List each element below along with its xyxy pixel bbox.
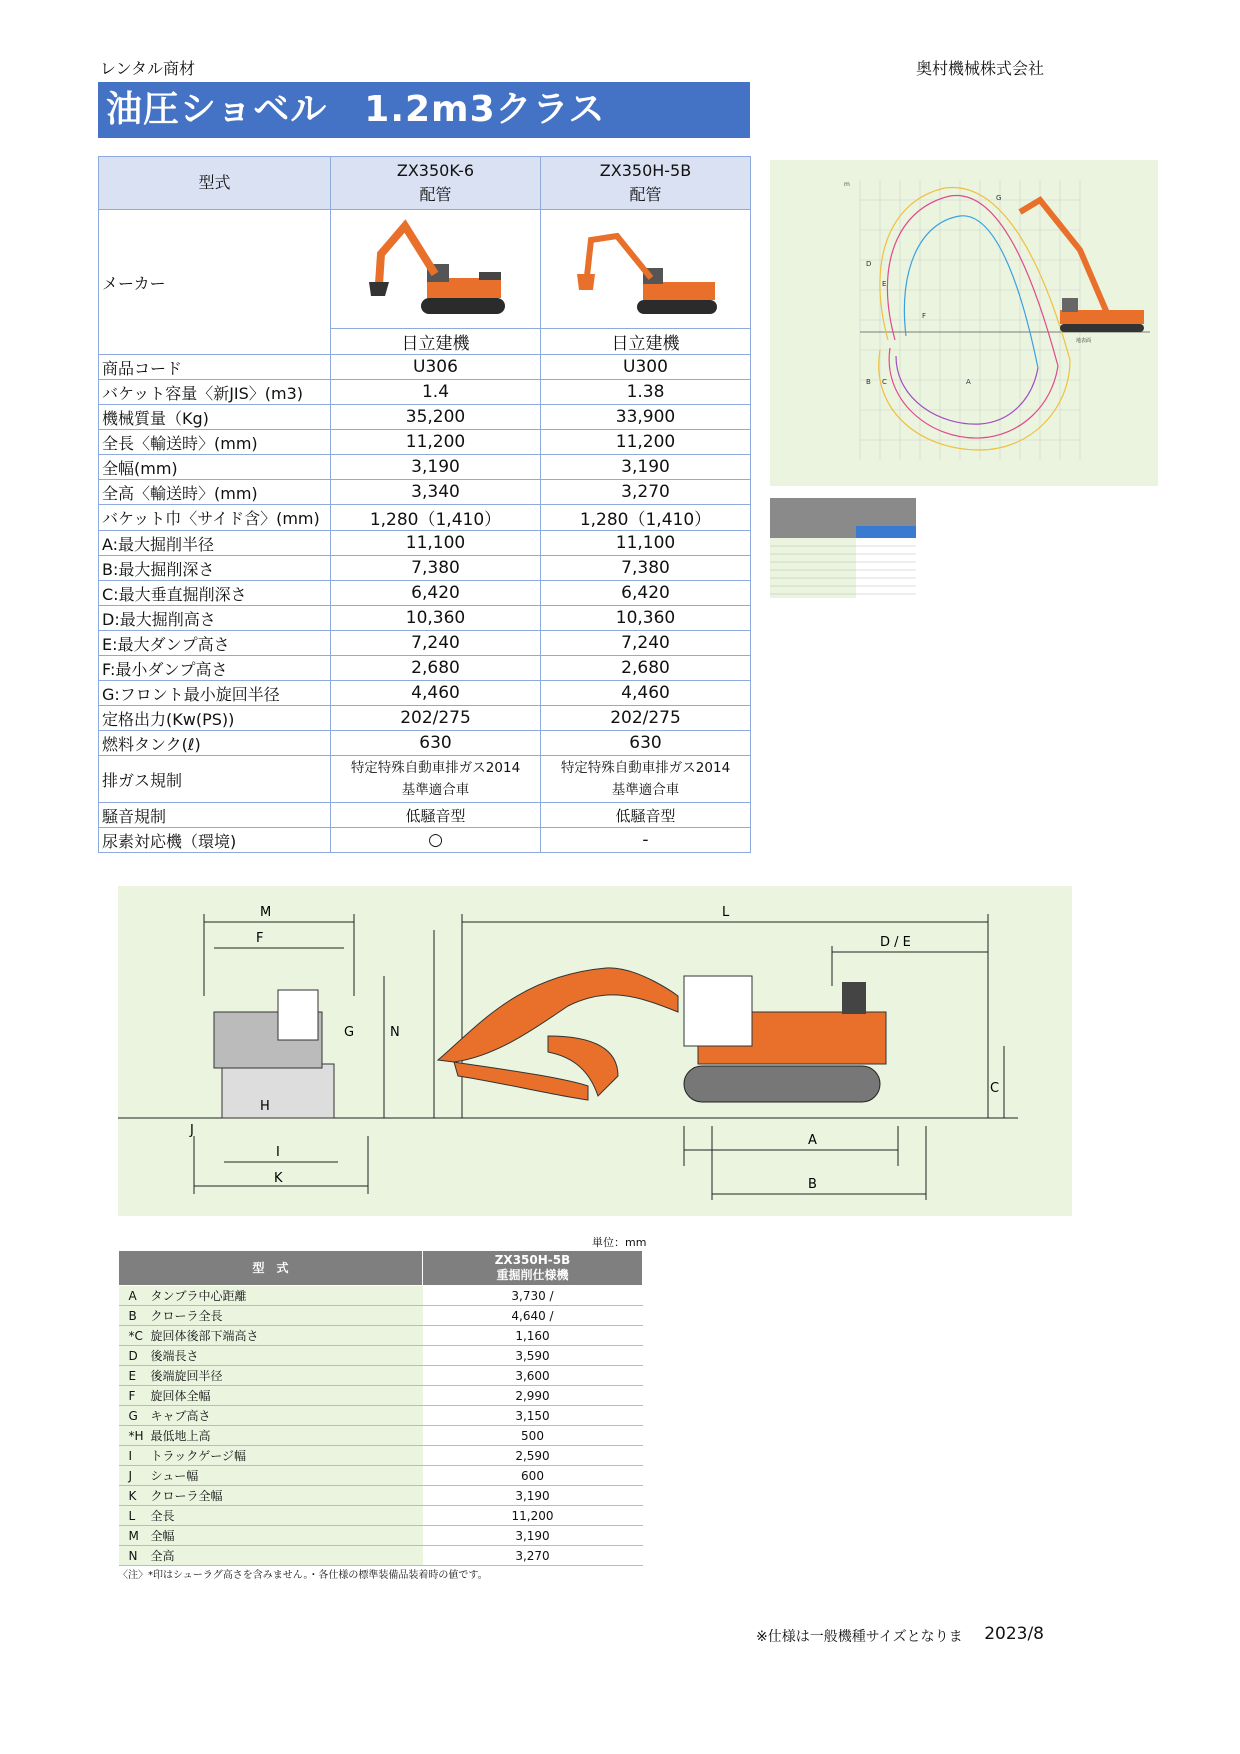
unit-label: 単位：mm (592, 1236, 647, 1249)
noise-label: 騒音規制 (99, 803, 331, 828)
label-i: I (276, 1145, 280, 1160)
row-label: B:最大掘削深さ (99, 556, 331, 581)
dim-key: N (128, 1549, 138, 1563)
table-note: 〈注〉*印はシューラグ高さを含みません。・各仕様の標準装備品装着時の値です。 (118, 1570, 488, 1581)
table-row (119, 1446, 643, 1466)
row-value-1: 7,380 (331, 556, 541, 581)
spec-row (99, 505, 751, 531)
row-value-1: 3,340 (331, 480, 541, 505)
row-label: G:フロント最小旋回半径 (99, 681, 331, 706)
footer-note: ※仕様は一般機種サイズとなりま (756, 1629, 963, 1645)
emission-label: 排ガス規制 (99, 756, 331, 803)
row-value-2: 630 (541, 731, 751, 756)
model-1-photo (331, 210, 541, 329)
emission-value-2 (541, 756, 751, 803)
model-1 (331, 157, 541, 210)
mini-table-svg (770, 498, 916, 602)
label-g: G (344, 1025, 355, 1040)
dim-label (119, 1326, 423, 1346)
row-value-1: 10,360 (331, 606, 541, 631)
row-value-1: 4,460 (331, 681, 541, 706)
label-de: D / E (880, 935, 911, 950)
row-value-2: 6,420 (541, 581, 751, 606)
dim-label (119, 1346, 423, 1366)
urea-label: 尿素対応機（環境) (99, 828, 331, 853)
spec-row (99, 681, 751, 706)
dim-label (119, 1386, 423, 1406)
ground-label: 地表面 (1076, 338, 1092, 344)
dim-value: 3,270 (423, 1546, 643, 1566)
dim-key: B (128, 1309, 137, 1323)
dim-key: A (128, 1289, 137, 1303)
excavator-photo-2 (571, 214, 721, 324)
model-2-maker: 日立建機 (541, 329, 751, 355)
spec-row (99, 480, 751, 505)
dim-key: I (128, 1449, 133, 1463)
urea-value-1: ○ (331, 828, 541, 853)
row-label: C:最大垂直掘削深さ (99, 581, 331, 606)
dim-value: 3,590 (423, 1346, 643, 1366)
noise-row (99, 803, 751, 828)
dim-head-model-sub: 重掘削仕様機 (496, 1268, 569, 1282)
model-1-sub: 配管 (419, 185, 452, 204)
row-value-2: 3,190 (541, 455, 751, 480)
dim-label (119, 1486, 423, 1506)
row-value-1: 3,190 (331, 455, 541, 480)
row-label: 機械質量（Kg) (99, 405, 331, 430)
row-value-2: 33,900 (541, 405, 751, 430)
dim-value: 3,730 / (423, 1286, 643, 1306)
row-label: E:最大ダンプ高さ (99, 631, 331, 656)
dim-value: 3,600 (423, 1366, 643, 1386)
dim-key: *H (128, 1429, 144, 1443)
label-a: A (808, 1133, 817, 1148)
spec-row (99, 430, 751, 455)
row-value-2: 2,680 (541, 656, 751, 681)
row-value-1: 2,680 (331, 656, 541, 681)
dim-key: F (128, 1389, 136, 1403)
letter-g: G (996, 194, 1002, 202)
dim-label (119, 1306, 423, 1326)
letter-d: D (866, 260, 872, 268)
label-j: J (190, 1123, 194, 1138)
row-label: 定格出力(Kw(PS)) (99, 706, 331, 731)
spec-row (99, 455, 751, 480)
row-value-1: 1.4 (331, 380, 541, 405)
dim-name: クローラ全長 (150, 1309, 223, 1323)
label-b: B (808, 1177, 817, 1192)
dim-name: 旋回体全幅 (150, 1389, 211, 1403)
emission-text: 基準適合車 (401, 782, 470, 798)
urea-row (99, 828, 751, 853)
spec-row (99, 355, 751, 380)
table-row (119, 1486, 643, 1506)
row-value-2: 11,200 (541, 430, 751, 455)
row-value-2: 7,240 (541, 631, 751, 656)
dim-label (119, 1286, 423, 1306)
spec-row (99, 581, 751, 606)
spec-row (99, 731, 751, 756)
work-range-diagram (770, 160, 1158, 486)
table-row (119, 1366, 643, 1386)
dimension-drawing-svg (118, 886, 1072, 1216)
dim-name: 後端長さ (150, 1349, 199, 1363)
label-k: K (274, 1171, 283, 1186)
dim-key: K (128, 1489, 137, 1503)
model-2-name: ZX350H-5B (599, 161, 692, 180)
label-f: F (256, 931, 264, 946)
label-m: M (260, 905, 272, 920)
spec-row (99, 656, 751, 681)
dim-name: クローラ全幅 (150, 1489, 223, 1503)
row-label: 全長〈輸送時〉(mm) (99, 430, 331, 455)
model-1-name: ZX350K-6 (396, 161, 475, 180)
dim-label (119, 1366, 423, 1386)
dim-key: G (128, 1409, 138, 1423)
row-value-2: 4,460 (541, 681, 751, 706)
table-row (119, 1286, 643, 1306)
row-value-1: 630 (331, 731, 541, 756)
table-row (119, 1326, 643, 1346)
row-label: 商品コード (99, 355, 331, 380)
row-value-1: 1,280（1,410） (331, 505, 541, 531)
page-title: 油圧ショベル 1.2m3クラス (98, 82, 750, 138)
mini-spec-thumbnail (770, 498, 916, 602)
table-row (119, 1346, 643, 1366)
footer-date: 2023/8 (984, 1624, 1044, 1644)
row-label: バケット巾〈サイド含〉(mm) (99, 505, 331, 531)
dim-name: タンブラ中心距離 (150, 1289, 247, 1303)
dim-name: 全高 (150, 1549, 175, 1563)
dim-value: 3,150 (423, 1406, 643, 1426)
model-2-photo (541, 210, 751, 329)
dim-value: 1,160 (423, 1326, 643, 1346)
row-label: バケット容量〈新JIS〉(m3) (99, 380, 331, 405)
emission-value-1 (331, 756, 541, 803)
dim-value: 3,190 (423, 1526, 643, 1546)
table-row (119, 1406, 643, 1426)
dim-key: D (128, 1349, 138, 1363)
model-2-sub: 配管 (629, 185, 662, 204)
spec-row (99, 606, 751, 631)
row-label: 全幅(mm) (99, 455, 331, 480)
label-l: L (722, 905, 730, 920)
spec-row (99, 531, 751, 556)
row-value-2: 202/275 (541, 706, 751, 731)
table-row (119, 1506, 643, 1526)
dim-name: 全幅 (150, 1529, 175, 1543)
dim-key: M (128, 1529, 139, 1543)
dim-name: キャブ高さ (150, 1409, 211, 1423)
row-value-2: 10,360 (541, 606, 751, 631)
urea-value-2: - (541, 828, 751, 853)
row-value-1: 202/275 (331, 706, 541, 731)
label-h: H (260, 1099, 270, 1114)
label-n: N (390, 1025, 400, 1040)
emission-text: 特定特殊自動車排ガス2014 (350, 760, 521, 776)
row-value-2: 7,380 (541, 556, 751, 581)
row-label: D:最大掘削高さ (99, 606, 331, 631)
company-name: 奥村機械株式会社 (915, 59, 1044, 78)
model-2 (541, 157, 751, 210)
dim-name: 旋回体後部下端高さ (150, 1329, 259, 1343)
dim-value: 11,200 (423, 1506, 643, 1526)
noise-value-2: 低騒音型 (541, 803, 751, 828)
dim-label (119, 1526, 423, 1546)
row-value-2: U300 (541, 355, 751, 380)
model-label: 型式 (99, 157, 331, 210)
letter-b: B (866, 378, 871, 386)
dimension-drawing (118, 886, 1072, 1216)
letter-f: F (922, 312, 927, 320)
dim-name: 後端旋回半径 (150, 1369, 223, 1383)
spec-row (99, 631, 751, 656)
emission-text: 特定特殊自動車排ガス2014 (560, 760, 731, 776)
letter-c: C (882, 378, 887, 386)
spec-row (99, 405, 751, 430)
maker-label: メーカー (99, 210, 331, 355)
spec-row (99, 380, 751, 405)
label-c: C (990, 1081, 1000, 1096)
table-row (119, 1426, 643, 1446)
row-label: A:最大掘削半径 (99, 531, 331, 556)
row-value-1: 7,240 (331, 631, 541, 656)
row-value-2: 3,270 (541, 480, 751, 505)
table-row (119, 1526, 643, 1546)
row-value-1: U306 (331, 355, 541, 380)
letter-e: E (882, 280, 887, 288)
spec-table (98, 156, 751, 853)
dim-value: 500 (423, 1426, 643, 1446)
dim-label (119, 1546, 423, 1566)
dim-head-model-name: ZX350H-5B (494, 1253, 571, 1267)
dim-value: 600 (423, 1466, 643, 1486)
row-value-1: 6,420 (331, 581, 541, 606)
letter-a: A (966, 378, 971, 386)
dim-key: L (128, 1509, 136, 1523)
dim-name: トラックゲージ幅 (150, 1449, 247, 1463)
row-value-2: 11,100 (541, 531, 751, 556)
row-label: 燃料タンク(ℓ) (99, 731, 331, 756)
excavator-photo-1 (361, 214, 511, 324)
dim-value: 2,590 (423, 1446, 643, 1466)
dim-name: 最低地上高 (150, 1429, 211, 1443)
dim-value: 4,640 / (423, 1306, 643, 1326)
dim-key: E (128, 1369, 137, 1383)
dim-value: 3,190 (423, 1486, 643, 1506)
dim-label (119, 1446, 423, 1466)
row-value-1: 35,200 (331, 405, 541, 430)
dim-name: 全長 (150, 1509, 175, 1523)
dim-head-label: 型 式 (119, 1251, 423, 1286)
table-row (119, 1546, 643, 1566)
dim-label (119, 1426, 423, 1446)
axis-text: m (844, 181, 850, 188)
category-label: レンタル商材 (100, 59, 195, 78)
spec-row (99, 706, 751, 731)
noise-value-1: 低騒音型 (331, 803, 541, 828)
dim-key: *C (128, 1329, 143, 1343)
dim-key: J (128, 1469, 133, 1483)
dim-label (119, 1406, 423, 1426)
row-label: 全高〈輸送時〉(mm) (99, 480, 331, 505)
spec-row (99, 556, 751, 581)
work-range-svg (770, 160, 1158, 486)
dim-name: シュー幅 (150, 1469, 199, 1483)
model-row (99, 157, 751, 210)
dimension-table (118, 1250, 643, 1566)
row-value-1: 11,100 (331, 531, 541, 556)
emission-row (99, 756, 751, 803)
table-row (119, 1386, 643, 1406)
dim-value: 2,990 (423, 1386, 643, 1406)
table-row (119, 1466, 643, 1486)
row-label: F:最小ダンプ高さ (99, 656, 331, 681)
row-value-1: 11,200 (331, 430, 541, 455)
dim-label (119, 1466, 423, 1486)
dimension-table-header (119, 1251, 643, 1286)
row-value-2: 1.38 (541, 380, 751, 405)
model-1-maker: 日立建機 (331, 329, 541, 355)
dim-label (119, 1506, 423, 1526)
emission-text: 基準適合車 (611, 782, 680, 798)
dim-head-model (423, 1251, 643, 1286)
table-row (119, 1306, 643, 1326)
row-value-2: 1,280（1,410） (541, 505, 751, 531)
